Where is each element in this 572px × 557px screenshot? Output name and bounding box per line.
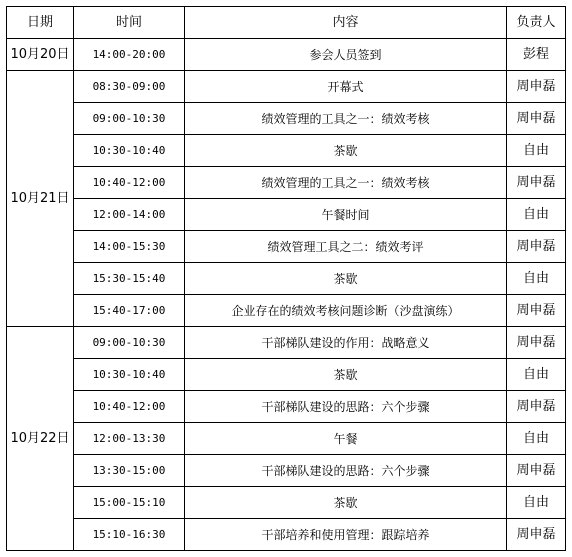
schedule-row: [7, 487, 566, 519]
header-time: 时间: [74, 7, 185, 39]
content-cell: 绩效管理的工具之一：绩效考核: [185, 103, 507, 135]
time-cell: 15:30-15:40: [74, 263, 185, 295]
time-cell: 12:00-14:00: [74, 199, 185, 231]
schedule-row: [7, 295, 566, 327]
time-cell: 09:00-10:30: [74, 103, 185, 135]
person-cell: 周申磊: [507, 103, 566, 135]
schedule-row: [7, 39, 566, 71]
time-cell: 13:30-15:00: [74, 455, 185, 487]
content-cell: 绩效管理工具之二：绩效考评: [185, 231, 507, 263]
person-cell: 周申磊: [507, 71, 566, 103]
date-cell: 10月21日: [7, 71, 74, 327]
person-cell: 周申磊: [507, 455, 566, 487]
header-person: 负责人: [507, 7, 566, 39]
content-cell: 干部梯队建设的思路：六个步骤: [185, 455, 507, 487]
schedule-row: [7, 71, 566, 103]
person-cell: 自由: [507, 199, 566, 231]
date-cell: 10月22日: [7, 327, 74, 551]
schedule-row: [7, 391, 566, 423]
schedule-row: [7, 327, 566, 359]
time-cell: 15:00-15:10: [74, 487, 185, 519]
content-cell: 茶歇: [185, 135, 507, 167]
schedule-row: [7, 423, 566, 455]
time-cell: 10:40-12:00: [74, 167, 185, 199]
person-cell: 自由: [507, 359, 566, 391]
person-cell: 周申磊: [507, 519, 566, 551]
schedule-body: [7, 7, 566, 551]
time-cell: 15:40-17:00: [74, 295, 185, 327]
time-cell: 09:00-10:30: [74, 327, 185, 359]
person-cell: 彭程: [507, 39, 566, 71]
content-cell: 茶歇: [185, 487, 507, 519]
schedule-row: [7, 199, 566, 231]
content-cell: 绩效管理的工具之一：绩效考核: [185, 167, 507, 199]
schedule-row: [7, 455, 566, 487]
person-cell: 周申磊: [507, 391, 566, 423]
content-cell: 干部培养和使用管理：跟踪培养: [185, 519, 507, 551]
schedule-row: [7, 135, 566, 167]
person-cell: 周申磊: [507, 167, 566, 199]
schedule-row: [7, 359, 566, 391]
header-row: [7, 7, 566, 39]
content-cell: 企业存在的绩效考核问题诊断（沙盘演练）: [185, 295, 507, 327]
person-cell: 自由: [507, 135, 566, 167]
date-cell: 10月20日: [7, 39, 74, 71]
schedule-row: [7, 167, 566, 199]
header-date: 日期: [7, 7, 74, 39]
person-cell: 周申磊: [507, 231, 566, 263]
time-cell: 10:30-10:40: [74, 359, 185, 391]
time-cell: 12:00-13:30: [74, 423, 185, 455]
content-cell: 干部梯队建设的思路：六个步骤: [185, 391, 507, 423]
schedule-table: [6, 6, 566, 551]
time-cell: 15:10-16:30: [74, 519, 185, 551]
time-cell: 14:00-20:00: [74, 39, 185, 71]
time-cell: 08:30-09:00: [74, 71, 185, 103]
content-cell: 茶歇: [185, 263, 507, 295]
schedule-row: [7, 263, 566, 295]
person-cell: 周申磊: [507, 295, 566, 327]
content-cell: 午餐时间: [185, 199, 507, 231]
content-cell: 开幕式: [185, 71, 507, 103]
schedule-row: [7, 103, 566, 135]
time-cell: 10:30-10:40: [74, 135, 185, 167]
schedule-row: [7, 519, 566, 551]
content-cell: 茶歇: [185, 359, 507, 391]
content-cell: 午餐: [185, 423, 507, 455]
schedule-row: [7, 231, 566, 263]
time-cell: 10:40-12:00: [74, 391, 185, 423]
content-cell: 干部梯队建设的作用：战略意义: [185, 327, 507, 359]
content-cell: 参会人员签到: [185, 39, 507, 71]
person-cell: 自由: [507, 263, 566, 295]
person-cell: 自由: [507, 423, 566, 455]
person-cell: 周申磊: [507, 327, 566, 359]
person-cell: 自由: [507, 487, 566, 519]
header-content: 内容: [185, 7, 507, 39]
time-cell: 14:00-15:30: [74, 231, 185, 263]
